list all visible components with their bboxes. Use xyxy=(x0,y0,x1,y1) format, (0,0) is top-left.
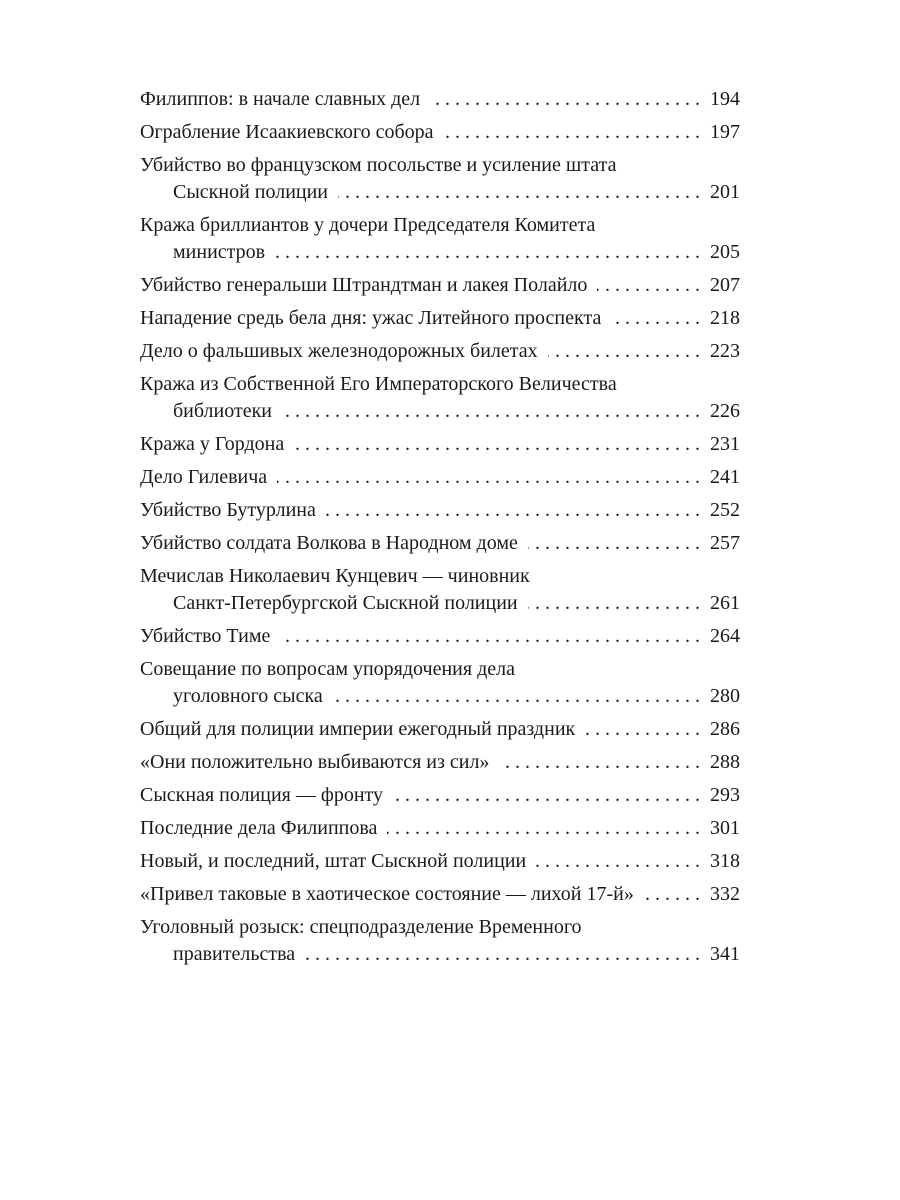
toc-entry-title: Совещание по вопросам упорядочения дела xyxy=(140,658,515,680)
toc-entry-title: Дело о фальшивых железнодорожных билетах xyxy=(140,340,538,362)
toc-entry-line xyxy=(140,716,740,743)
toc-entry-page-number: 241 xyxy=(710,466,740,488)
toc-entry-line xyxy=(140,881,740,908)
toc-entry xyxy=(140,338,740,365)
toc-entry-title: Дело Гилевича xyxy=(140,466,268,488)
toc-entry-page-number: 223 xyxy=(710,340,740,362)
toc-entry-title: уголовного сыска xyxy=(173,685,323,707)
dot-leader xyxy=(277,464,700,491)
toc-entry-title: Сыскной полиции xyxy=(173,181,329,203)
dot-leader xyxy=(275,239,700,266)
toc-entry-page-number: 226 xyxy=(710,400,740,422)
toc-entry-title: «Они положительно выбиваются из сил» xyxy=(140,751,490,773)
toc-entry-page-number: 201 xyxy=(710,181,740,203)
toc-entry-line xyxy=(140,86,740,113)
toc-entry-line xyxy=(140,749,740,776)
dot-leader xyxy=(305,941,700,968)
toc-entry-line xyxy=(140,848,740,875)
toc-entry-page-number: 341 xyxy=(710,943,740,965)
toc-entry-page-number: 205 xyxy=(710,241,740,263)
toc-entry-line xyxy=(140,239,740,266)
toc-entry-line xyxy=(140,656,740,683)
toc-entry-page-number: 280 xyxy=(710,685,740,707)
toc-entry-line xyxy=(140,530,740,557)
toc-entry-title: «Привел таковые в хаотическое состояние — лихой 17-й» xyxy=(140,883,634,905)
dot-leader xyxy=(326,497,700,524)
toc-entry-page-number: 288 xyxy=(710,751,740,773)
toc-entry-title: Убийство Бутурлина xyxy=(140,499,316,521)
toc-entry-line xyxy=(140,152,740,179)
toc-entry xyxy=(140,530,740,557)
toc-entry-line xyxy=(140,338,740,365)
toc-entry-line xyxy=(140,563,740,590)
toc-entry-title: Убийство солдата Волкова в Народном доме xyxy=(140,532,518,554)
toc-entry-line xyxy=(140,941,740,968)
toc-entry xyxy=(140,305,740,332)
toc-entry-title: Уголовный розыск: спецподразделение Временного xyxy=(140,916,582,938)
toc-entry-page-number: 318 xyxy=(710,850,740,872)
dot-leader xyxy=(585,716,700,743)
toc-entry xyxy=(140,914,740,968)
dot-leader xyxy=(430,86,700,113)
toc-entry-line xyxy=(140,623,740,650)
toc-entry-title: Санкт-Петербургской Сыскной полиции xyxy=(173,592,518,614)
toc-entry-line xyxy=(140,782,740,809)
toc-entry xyxy=(140,716,740,743)
toc-entry-page-number: 261 xyxy=(710,592,740,614)
toc-entry-title: Филиппов: в начале славных дел xyxy=(140,88,421,110)
toc-entry xyxy=(140,497,740,524)
dot-leader xyxy=(528,590,700,617)
toc-entry xyxy=(140,749,740,776)
dot-leader xyxy=(611,305,700,332)
toc-entry-page-number: 252 xyxy=(710,499,740,521)
toc-entry xyxy=(140,815,740,842)
toc-entry-page-number: 197 xyxy=(710,121,740,143)
dot-leader xyxy=(294,431,700,458)
toc-entry-line xyxy=(140,179,740,206)
toc-entry-title: Новый, и последний, штат Сыскной полиции xyxy=(140,850,527,872)
dot-leader xyxy=(499,749,700,776)
dot-leader xyxy=(387,815,700,842)
toc-entry xyxy=(140,563,740,617)
toc-entry-line xyxy=(140,914,740,941)
toc-entry-title: Кража у Гордона xyxy=(140,433,285,455)
toc-entry xyxy=(140,464,740,491)
dot-leader xyxy=(536,848,700,875)
toc-entry xyxy=(140,431,740,458)
toc-entry-page-number: 231 xyxy=(710,433,740,455)
toc-entry-title: Кража из Собственной Его Императорского Величества xyxy=(140,373,617,395)
toc-entry-title: министров xyxy=(173,241,266,263)
dot-leader xyxy=(644,881,700,908)
toc-entry-line xyxy=(140,272,740,299)
toc-entry xyxy=(140,152,740,206)
toc-entry-title: Ограбление Исаакиевского собора xyxy=(140,121,434,143)
toc-entry-line xyxy=(140,212,740,239)
toc-entry-line xyxy=(140,371,740,398)
toc-entry-line xyxy=(140,464,740,491)
dot-leader xyxy=(444,119,701,146)
toc-entry xyxy=(140,656,740,710)
dot-leader xyxy=(528,530,700,557)
toc-entry xyxy=(140,371,740,425)
toc-entry-title: Нападение средь бела дня: ужас Литейного проспекта xyxy=(140,307,602,329)
toc-entry-page-number: 194 xyxy=(710,88,740,110)
dot-leader xyxy=(333,683,700,710)
toc-entry xyxy=(140,212,740,266)
toc-entry-line xyxy=(140,119,740,146)
toc-entry-page-number: 332 xyxy=(710,883,740,905)
dot-leader xyxy=(338,179,700,206)
toc-entry xyxy=(140,86,740,113)
toc-entry-title: Общий для полиции империи ежегодный праздник xyxy=(140,718,576,740)
toc-entry-page-number: 293 xyxy=(710,784,740,806)
toc-entry-page-number: 286 xyxy=(710,718,740,740)
toc-entry xyxy=(140,881,740,908)
toc-entry xyxy=(140,272,740,299)
toc-entry-page-number: 301 xyxy=(710,817,740,839)
toc-entry-title: Убийство во французском посольстве и усиление штата xyxy=(140,154,617,176)
dot-leader xyxy=(597,272,700,299)
toc-entry-line xyxy=(140,815,740,842)
toc-entry-title: Мечислав Николаевич Кунцевич — чиновник xyxy=(140,565,530,587)
dot-leader xyxy=(282,398,700,425)
toc-entry-title: Кража бриллиантов у дочери Председателя Комитета xyxy=(140,214,596,236)
toc-entry-page-number: 207 xyxy=(710,274,740,296)
toc-entry-page-number: 218 xyxy=(710,307,740,329)
toc-entry-page-number: 257 xyxy=(710,532,740,554)
toc-entry-line xyxy=(140,590,740,617)
toc-entry xyxy=(140,782,740,809)
toc-entry xyxy=(140,623,740,650)
toc-entry-line xyxy=(140,497,740,524)
toc-entry-title: правительства xyxy=(173,943,296,965)
toc-entry-title: Последние дела Филиппова xyxy=(140,817,378,839)
toc-entry-title: библиотеки xyxy=(173,400,273,422)
dot-leader xyxy=(548,338,700,365)
toc-entry-page-number: 264 xyxy=(710,625,740,647)
toc-entry-line xyxy=(140,683,740,710)
dot-leader xyxy=(393,782,700,809)
toc-entry-line xyxy=(140,305,740,332)
table-of-contents xyxy=(140,86,740,974)
toc-entry xyxy=(140,848,740,875)
toc-entry-title: Убийство генеральши Штрандтман и лакея Полайло xyxy=(140,274,588,296)
toc-entry-line xyxy=(140,431,740,458)
toc-entry-line xyxy=(140,398,740,425)
toc-entry-title: Убийство Тиме xyxy=(140,625,271,647)
toc-entry-title: Сыскная полиция — фронту xyxy=(140,784,384,806)
toc-entry xyxy=(140,119,740,146)
dot-leader xyxy=(280,623,700,650)
